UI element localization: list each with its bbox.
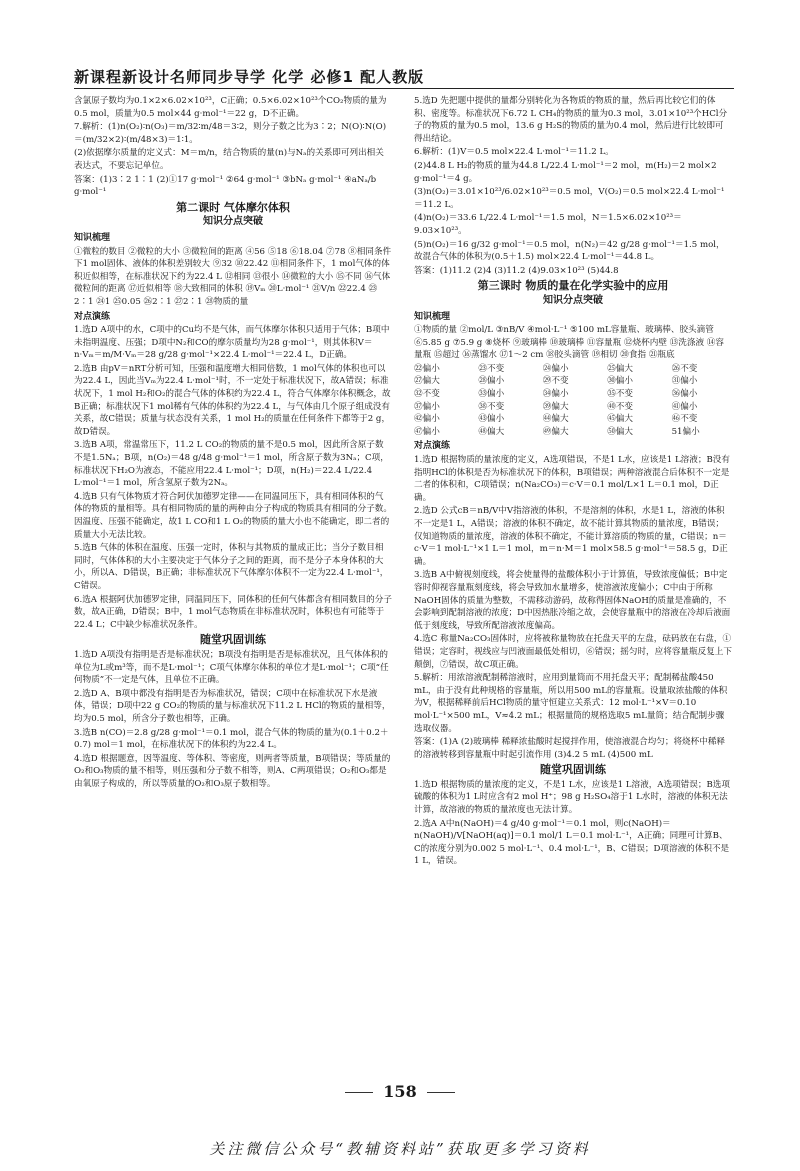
consolidation2-item-2: 2.选A A中n(NaOH)＝4 g/40 g·mol⁻¹＝0.1 mol，则c(NaOH)＝n(NaOH)/V[NaOH(aq)]＝0.1 mol/1 L＝0.1 mol·L⁻¹，A正确；同理可计算B、C的浓度分别为0.002 5 mol·L⁻¹、0.4 mol·L⁻¹，B、C错误；D项溶液的体积不是1 L，错误。 [414, 818, 730, 867]
right-item-5: 5.选D 先把题中提供的量都分别转化为各物质的物质的量，然后再比较它们的体积、密度等。标准状况下6.72 L CH₄的物质的量为0.3 mol，3.01×10²³个HCl分子的物质的量为0.5 mol，13.6 g H₂S的物质的量为0.4 mol，然后进行比较即可得出结论。 [414, 96, 728, 144]
error-analysis-grid [414, 363, 732, 439]
right-item-6a: 6.解析：(1)V＝0.5 mol×22.4 L·mol⁻¹＝11.2 L。 [414, 147, 614, 158]
practice2-item-3: 3.选B A中俯视刻度线，将会使量得的盐酸体积小于计算值，导致浓度偏低；B中定容时仰视容量瓶刻度线，将会导致加水量增多，使溶液浓度偏小；C中由于所称NaOH固体的质量为整数，不需移动游码，故称得固体NaOH的质量是准确的，不会影响到配制溶液的浓度；D中因热胀冷缩之故，会使容量瓶中的溶液在冷却后液面低于刻度线，导致所配溶液浓度偏高。 [414, 570, 731, 631]
right-column [414, 95, 732, 869]
right-item-6d: (4)n(O₂)＝33.6 L/22.4 L·mol⁻¹＝1.5 mol，N＝1.5×6.02×10²³＝9.03×10²³。 [414, 213, 682, 236]
practice-item-4: 4.选B 只有气体物质才符合阿伏加德罗定律——在同温同压下，具有相同体积的气体的物质的量相等。具有相同物质的量的两种由分子构成的物质具有相同的分子数。因温度、压强不能确定，故1 L CO和1 L O₂的物质的量大小也不能确定，即二者的质量大小无法比较。 [74, 491, 392, 540]
practice-label: 对点演练 [74, 311, 111, 322]
grid-cell: ㉛偏小 [671, 376, 698, 387]
grid-cell: ㊿偏大 [607, 426, 633, 437]
grid-cell: ㉓不变 [478, 363, 505, 374]
grid-cell: ㉕偏大 [607, 363, 633, 374]
knowledge-label: 知识梳理 [74, 232, 111, 243]
grid-cell: ㊵不变 [607, 401, 633, 412]
left-answer-7: 答案：(1)3∶2 1∶1 (2)①17 g·mol⁻¹ ②64 g·mol⁻¹ ③bNₐ g·mol⁻¹ ④aNₐ/b g·mol⁻¹ [74, 174, 377, 198]
knowledge-label-2: 知识梳理 [414, 311, 451, 322]
left-para-1: 含氯原子数均为0.1×2×6.02×10²³，C正确；0.5×6.02×10²³个CO₂物质的量为0.5 mol，质量为0.5 mol×44 g·mol⁻¹＝22 g，D不正确。 [74, 96, 387, 119]
footer-note: 关注微信公众号“教辅资料站”获取更多学习资料 [209, 1140, 591, 1158]
grid-cell: ㊶偏小 [671, 401, 698, 412]
grid-cell: ㊳不变 [478, 401, 505, 412]
consolidation-item-2: 2.选D A、B项中都没有指明是否为标准状况，错误；C项中在标准状况下水是液体，错误；D项中22 g CO₂的物质的量与标准状况下11.2 L HCl的物质的量相等，均为0.5 mol，所含分子数也相等，正确。 [74, 688, 391, 724]
grid-cell: ㉚偏小 [607, 376, 633, 387]
consolidation-item-4: 4.选D 根据题意，因等温度、等体积、等密度，则两者等质量，B项错误；等质量的O₂和O₃物质的量不相等，则压强和分子数不相等，则A、C两项错误；O₂和O₃都是由氧原子构成的，所以等质量的O₂和O₃原子数相等。 [74, 753, 391, 789]
practice-item-1: 1.选D A项中的水，C项中的Cu均不是气体，而气体摩尔体积只适用于气体；B项中未指明温度、压强；D项中N₂和CO的摩尔质量均为28 g·mol⁻¹，则其体积V＝n·Vₘ＝m/M·Vₘ＝28 g/28 g·mol⁻¹×22.4 L·mol⁻¹＝22.4 L，D正确。 [74, 325, 390, 361]
consolidation2-item-1: 1.选D 根据物质的量浓度的定义，不是1 L水，应该是1 L溶液，A选项错误；B选项硫酸的体积为1 L时应含有2 mol H⁺；98 g H₂SO₄溶于1 L水时，溶液的体积无法计算，故溶液的物质的量浓度也无法计算。 [414, 779, 730, 816]
grid-cell: ㊱偏小 [671, 389, 698, 400]
header-rule [74, 88, 734, 89]
grid-cell: ㉔偏小 [542, 363, 569, 374]
practice2-answer-5: 答案：(1)A (2)玻璃棒 稀释浓盐酸时起搅拌作用，使溶液混合均匀；将烧杯中稀释的溶液转移到容量瓶中时起引流作用 (3)4.2 5 mL (4)500 mL [414, 737, 726, 760]
section-title-lesson3: 第三课时 物质的量在化学实验中的应用 [477, 279, 669, 293]
practice-item-5: 5.选B 气体的体积在温度、压强一定时，体积与其物质的量成正比；当分子数目相同时，气体体积的大小主要决定于气体分子之间的距离，而不是分子本身体积的大小，所以A、D错误，B正确；非标准状况下气体摩尔体积不一定为22.4 L·mol⁻¹，C错误。 [74, 543, 389, 591]
grid-cell: ㉙不变 [542, 376, 569, 387]
grid-cell: ㊻不变 [671, 414, 698, 425]
consolidation-item-3: 3.选B n(CO)＝2.8 g/28 g·mol⁻¹＝0.1 mol，混合气体的物质的量为(0.1＋0.2＋0.7) mol＝1 mol，在标准状况下的体积约为22.4 L。 [74, 727, 389, 751]
right-answer-6: 答案：(1)11.2 (2)4 (3)11.2 (4)9.03×10²³ (5)44.8 [414, 265, 619, 276]
practice-label-2: 对点演练 [414, 441, 451, 452]
grid-cell: ㉗偏大 [414, 376, 440, 387]
grid-cell: ㉝偏小 [478, 389, 505, 400]
consolidation-title: 随堂巩固训练 [200, 633, 266, 647]
grid-cell: ㉘偏小 [478, 376, 505, 387]
grid-cell: ㊸偏小 [478, 414, 505, 425]
grid-cell: ㉞偏小 [542, 389, 569, 400]
page-number: 158 [0, 1082, 800, 1101]
section-title-lesson2: 第二课时 气体摩尔体积 [176, 200, 290, 214]
section-subtitle-lesson2: 知识分点突破 [203, 216, 263, 228]
practice-item-2: 2.选B 由pV＝nRT分析可知，压强和温度增大相同倍数，1 mol气体的体积也可以为22.4 L，因此当Vₘ为22.4 L·mol⁻¹时，不一定处于标准状况下，故A错误；标准状况下，1 mol H₂和O₂的混合气体的体积约为22.4 L，符合气体摩尔体积概念，故B正确；标准状况下1 mol稀有气体的体积约为22.4 L，与气体由几个原子组成没有关系，故C错误；质量与状态没有关系，1 mol H₂的质量在任何条件下都等于2 g，故D错误。 [74, 363, 391, 437]
practice-item-3: 3.选B A项，常温常压下，11.2 L CO₂的物质的量不是0.5 mol，因此所含原子数不是1.5Nₐ；B项，n(O₂)＝48 g/48 g·mol⁻¹＝1 mol，所含原子数为3Nₐ；C项，标准状况下H₂O为液态，不能应用22.4 L·mol⁻¹；D项，n(H₂)＝22.4 L/22.4 L·mol⁻¹＝1 mol，所含氢原子数为2Nₐ。 [74, 440, 389, 489]
grid-cell: ㉖不变 [671, 363, 698, 374]
grid-cell: ㊴偏大 [542, 401, 569, 412]
grid-cell: ㊺偏大 [607, 414, 633, 425]
grid-cell: 51偏小 [671, 426, 700, 437]
practice2-item-1: 1.选D 根据物质的量浓度的定义，A选项错误，不是1 L水，应该是1 L溶液；B没有指明HCl的体积是否为标准状况下的体积，B项错误；两种溶液混合后体积不一定是二者的体积和，C项错误；n(Na₂CO₃)＝c·V＝0.1 mol/L×1 L＝0.1 mol，D正确。 [414, 455, 730, 503]
practice-item-6: 6.选A 根据阿伏加德罗定律，同温同压下，同体积的任何气体都含有相同数目的分子数，故A正确，D错误；B中，1 mol气态物质在非标准状况时，体积也有可能等于22.4 L；C中缺少标准状况条件。 [74, 594, 392, 630]
left-para-3: (2)依据摩尔质量的定义式：M＝m/n，结合物质的量(n)与Nₐ的关系即可列出相关表达式，不要忘记单位。 [74, 148, 384, 171]
practice2-item-4: 4.选C 称量Na₂CO₃固体时，应将被称量物放在托盘天平的左盘，砝码放在右盘，①错误；定容时，视线应与凹液面最低处相切，⑥错误；摇匀时，应将容量瓶反复上下颠倒，⑦错误，故C项正确。 [414, 634, 732, 670]
grid-cell: ㊷偏小 [414, 414, 440, 425]
grid-cell: ㊾偏大 [542, 426, 569, 437]
grid-cell: ㉜不变 [414, 389, 440, 400]
right-item-6c: (3)n(O₂)＝3.01×10²³/6.02×10²³＝0.5 mol，V(O₂)＝0.5 mol×22.4 L·mol⁻¹＝11.2 L。 [414, 187, 725, 210]
consolidation-title-2: 随堂巩固训练 [540, 763, 606, 777]
grid-cell: ㊹偏大 [542, 414, 569, 425]
grid-cell: ㉟不变 [607, 389, 633, 400]
page-header: 新课程新设计名师同步导学 化学 必修1 配人教版 [74, 68, 425, 86]
practice2-item-5: 5.解析：用浓溶液配制稀溶液时，应用到量筒而不用托盘天平；配制稀盐酸450 mL，由于没有此种规格的容量瓶，所以用500 mL的容量瓶。设量取浓盐酸的体积为V，根据稀释前后HCl物质的量守恒建立关系式：12 mol·L⁻¹×V＝0.10 mol·L⁻¹×500 mL，V≈4.2 mL；根据量筒的规格选取5 mL量筒；结合配制步骤选取仪器。 [414, 673, 728, 734]
left-column [74, 95, 392, 791]
left-para-2: 7.解析：(1)n(O₂)∶n(O₃)＝m/32∶m/48＝3∶2，则分子数之比为3∶2；N(O)∶N(O)＝(m/32×2)∶(m/48×3)＝1∶1。 [74, 122, 387, 145]
consolidation-item-1: 1.选D A项没有指明是否是标准状况；B项没有指明是否是标准状况，且气体体积的单位为L或m³等，而不是L·mol⁻¹；C项气体摩尔体积的单位才是L·mol⁻¹；C项“任何物质”不一定是气体，且单位不正确。 [74, 649, 389, 686]
grid-cell: ㊽偏大 [478, 426, 505, 437]
practice2-item-2: 2.选D 公式cB＝nB/V中V指溶液的体积，不是溶剂的体积，水是1 L，溶液的体积不一定是1 L，A错误；溶液的体积不确定，故不能计算其物质的量浓度，B错误；仅知道物质的量浓度，溶液的体积不确定，不能计算溶质的物质的量，C错误；n＝c·V＝1 mol·L⁻¹×1 L＝1 mol，m＝n·M＝1 mol×58.5 g·mol⁻¹＝58.5 g，D正确。 [414, 506, 728, 567]
grid-cell: ㊼偏小 [414, 426, 440, 437]
knowledge-text: ①微粒的数目 ②微粒的大小 ③微粒间的距离 ④56 ⑤18 ⑥18.04 ⑦78 ⑧相同条件下1 mol固体、液体的体积差别较大 ⑨32 ⑩22.42 ⑪相同条件下，1 mol气体的体积近似相等，在标准状况下约为22.4 L ⑫相同 ⑬很小 ⑭微粒的大小 ⑮不同 ⑯气体微粒间的距离 ⑰近似相等 ⑱大致相同的体积 ⑲Vₘ ⑳L·mol⁻¹ ㉑V/n ㉒22.4 ㉓2∶1 ㉔1 ㉕0.05 ㉖2∶1 ㉗2∶1 ㉘物质的量 [74, 246, 392, 307]
grid-cell: ㊲偏小 [414, 401, 440, 412]
knowledge-text-2: ①物质的量 ②mol/L ③nB/V ④mol·L⁻¹ ⑤100 mL容量瓶、玻璃棒、胶头滴管 ⑥5.85 g ⑦5.9 g ⑧烧杯 ⑨玻璃棒 ⑩玻璃棒 ⑪容量瓶 ⑫烧杯内壁 ⑬洗涤液 ⑭容量瓶 ⑮超过 ⑯蒸馏水 ⑰1～2 cm ⑱胶头滴管 ⑲相切 ⑳食指 ㉑瓶底 [414, 325, 724, 361]
right-item-6b: (2)44.8 L H₂的物质的量为44.8 L/22.4 L·mol⁻¹＝2 mol，m(H₂)＝2 mol×2 g·mol⁻¹＝4 g。 [414, 160, 717, 184]
section-subtitle-lesson3: 知识分点突破 [543, 294, 603, 306]
grid-cell: ㉒偏小 [414, 363, 440, 374]
right-item-6e: (5)n(O₂)＝16 g/32 g·mol⁻¹＝0.5 mol，n(N₂)＝42 g/28 g·mol⁻¹＝1.5 mol，故混合气体的体积为(0.5＋1.5) mol×22.4 L·mol⁻¹＝44.8 L。 [414, 239, 725, 263]
